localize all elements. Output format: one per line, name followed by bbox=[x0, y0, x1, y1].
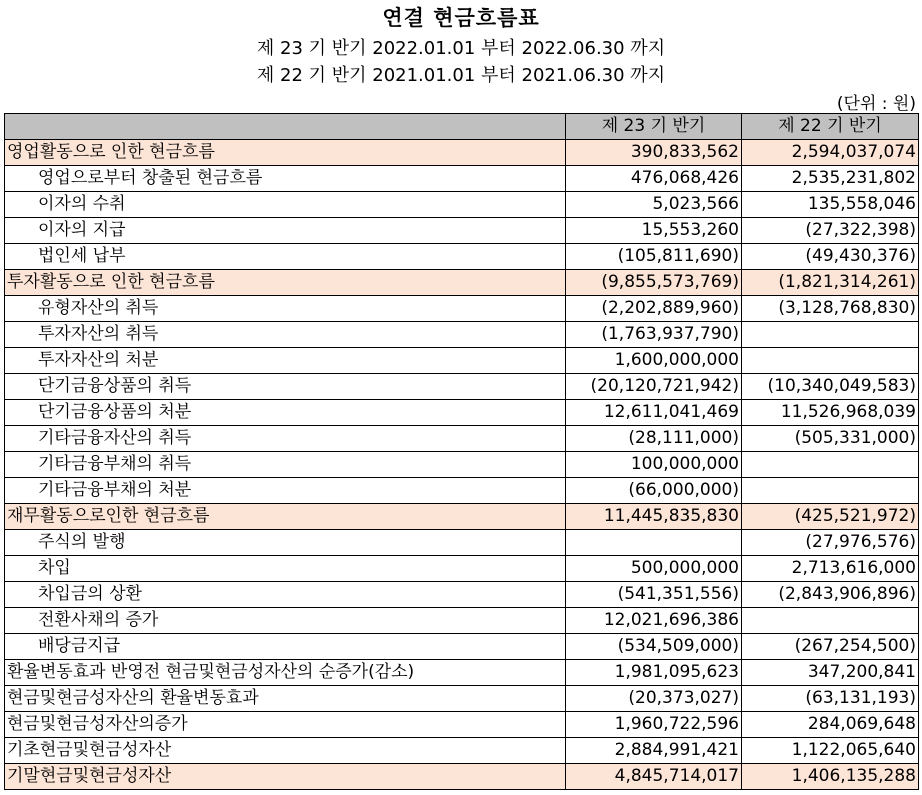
prior-period-value: (2,843,906,896) bbox=[742, 582, 919, 608]
prior-period-value: 2,594,037,074 bbox=[742, 140, 919, 166]
current-period-value: 500,000,000 bbox=[566, 556, 742, 582]
row-label: 환율변동효과 반영전 현금및현금성자산의 순증가(감소) bbox=[5, 660, 566, 686]
prior-period-value: 11,526,968,039 bbox=[742, 400, 919, 426]
row-label: 투자자산의 취득 bbox=[5, 322, 566, 348]
row-label: 차입금의 상환 bbox=[5, 582, 566, 608]
current-period-value: 4,845,714,017 bbox=[566, 764, 742, 790]
table-row bbox=[5, 296, 919, 322]
prior-period-value: (10,340,049,583) bbox=[742, 374, 919, 400]
period-current: 제 23 기 반기 2022.01.01 부터 2022.06.30 까지 bbox=[256, 38, 666, 59]
table-row bbox=[5, 192, 919, 218]
prior-period-value: 2,713,616,000 bbox=[742, 556, 919, 582]
prior-period-value: 1,406,135,288 bbox=[742, 764, 919, 790]
current-period-value: 15,553,260 bbox=[566, 218, 742, 244]
row-label: 전환사채의 증가 bbox=[5, 608, 566, 634]
table-row bbox=[5, 426, 919, 452]
row-label: 단기금융상품의 처분 bbox=[5, 400, 566, 426]
current-period-value: 1,960,722,596 bbox=[566, 712, 742, 738]
table-header-row bbox=[5, 114, 919, 140]
prior-period-value: (505,331,000) bbox=[742, 426, 919, 452]
table-row bbox=[5, 608, 919, 634]
current-period-value: 476,068,426 bbox=[566, 166, 742, 192]
row-label: 이자의 수취 bbox=[5, 192, 566, 218]
row-label: 기초현금및현금성자산 bbox=[5, 738, 566, 764]
table-row bbox=[5, 166, 919, 192]
current-period-value: (28,111,000) bbox=[566, 426, 742, 452]
row-label: 투자활동으로 인한 현금흐름 bbox=[5, 270, 566, 296]
table-row bbox=[5, 452, 919, 478]
table-row bbox=[5, 244, 919, 270]
prior-period-value: (267,254,500) bbox=[742, 634, 919, 660]
prior-period-value bbox=[742, 478, 919, 504]
prior-period-value: (63,131,193) bbox=[742, 686, 919, 712]
row-label: 재무활동으로인한 현금흐름 bbox=[5, 504, 566, 530]
column-header-prior: 제 22 기 반기 bbox=[742, 114, 919, 140]
row-label: 주식의 발행 bbox=[5, 530, 566, 556]
table-row bbox=[5, 660, 919, 686]
row-label: 기타금융자산의 취득 bbox=[5, 426, 566, 452]
current-period-value: (9,855,573,769) bbox=[566, 270, 742, 296]
table-row bbox=[5, 556, 919, 582]
prior-period-value: 135,558,046 bbox=[742, 192, 919, 218]
row-label: 영업활동으로 인한 현금흐름 bbox=[5, 140, 566, 166]
table-row bbox=[5, 686, 919, 712]
row-label: 이자의 지급 bbox=[5, 218, 566, 244]
table-row bbox=[5, 712, 919, 738]
current-period-value: 12,021,696,386 bbox=[566, 608, 742, 634]
prior-period-value bbox=[742, 608, 919, 634]
unit-label: (단위 : 원) bbox=[836, 94, 916, 114]
current-period-value: 2,884,991,421 bbox=[566, 738, 742, 764]
prior-period-value: (27,322,398) bbox=[742, 218, 919, 244]
row-label: 배당금지급 bbox=[5, 634, 566, 660]
row-label: 기타금융부채의 취득 bbox=[5, 452, 566, 478]
prior-period-value: (27,976,576) bbox=[742, 530, 919, 556]
table-row bbox=[5, 582, 919, 608]
table-row bbox=[5, 738, 919, 764]
prior-period-value bbox=[742, 322, 919, 348]
section-row bbox=[5, 270, 919, 296]
prior-period-value: (3,128,768,830) bbox=[742, 296, 919, 322]
current-period-value: 5,023,566 bbox=[566, 192, 742, 218]
period-prior: 제 22 기 반기 2021.01.01 부터 2021.06.30 까지 bbox=[256, 65, 666, 86]
table-row bbox=[5, 348, 919, 374]
table-row bbox=[5, 322, 919, 348]
prior-period-value: (1,821,314,261) bbox=[742, 270, 919, 296]
column-header-label bbox=[5, 114, 566, 140]
column-header-current: 제 23 기 반기 bbox=[566, 114, 742, 140]
table-row bbox=[5, 634, 919, 660]
current-period-value: 1,600,000,000 bbox=[566, 348, 742, 374]
current-period-value: 1,981,095,623 bbox=[566, 660, 742, 686]
current-period-value: (2,202,889,960) bbox=[566, 296, 742, 322]
row-label: 차입 bbox=[5, 556, 566, 582]
current-period-value: 12,611,041,469 bbox=[566, 400, 742, 426]
current-period-value: 390,833,562 bbox=[566, 140, 742, 166]
row-label: 현금및현금성자산의 환율변동효과 bbox=[5, 686, 566, 712]
current-period-value: 100,000,000 bbox=[566, 452, 742, 478]
section-row bbox=[5, 504, 919, 530]
row-label: 투자자산의 처분 bbox=[5, 348, 566, 374]
table-row bbox=[5, 530, 919, 556]
row-label: 현금및현금성자산의증가 bbox=[5, 712, 566, 738]
prior-period-value bbox=[742, 348, 919, 374]
prior-period-value: 1,122,065,640 bbox=[742, 738, 919, 764]
row-label: 유형자산의 취득 bbox=[5, 296, 566, 322]
table-row bbox=[5, 218, 919, 244]
current-period-value bbox=[566, 530, 742, 556]
current-period-value: 11,445,835,830 bbox=[566, 504, 742, 530]
table-row bbox=[5, 478, 919, 504]
cash-flow-table bbox=[4, 113, 919, 790]
prior-period-value: 284,069,648 bbox=[742, 712, 919, 738]
section-row bbox=[5, 764, 919, 790]
row-label: 단기금융상품의 취득 bbox=[5, 374, 566, 400]
current-period-value: (541,351,556) bbox=[566, 582, 742, 608]
current-period-value: (105,811,690) bbox=[566, 244, 742, 270]
table-row bbox=[5, 374, 919, 400]
prior-period-value bbox=[742, 452, 919, 478]
section-row bbox=[5, 140, 919, 166]
current-period-value: (20,373,027) bbox=[566, 686, 742, 712]
statement-title: 연결 현금흐름표 bbox=[382, 6, 540, 30]
prior-period-value: 347,200,841 bbox=[742, 660, 919, 686]
current-period-value: (66,000,000) bbox=[566, 478, 742, 504]
current-period-value: (20,120,721,942) bbox=[566, 374, 742, 400]
prior-period-value: (49,430,376) bbox=[742, 244, 919, 270]
row-label: 영업으로부터 창출된 현금흐름 bbox=[5, 166, 566, 192]
row-label: 기말현금및현금성자산 bbox=[5, 764, 566, 790]
current-period-value: (1,763,937,790) bbox=[566, 322, 742, 348]
row-label: 기타금융부채의 처분 bbox=[5, 478, 566, 504]
row-label: 법인세 납부 bbox=[5, 244, 566, 270]
prior-period-value: 2,535,231,802 bbox=[742, 166, 919, 192]
prior-period-value: (425,521,972) bbox=[742, 504, 919, 530]
table-row bbox=[5, 400, 919, 426]
current-period-value: (534,509,000) bbox=[566, 634, 742, 660]
